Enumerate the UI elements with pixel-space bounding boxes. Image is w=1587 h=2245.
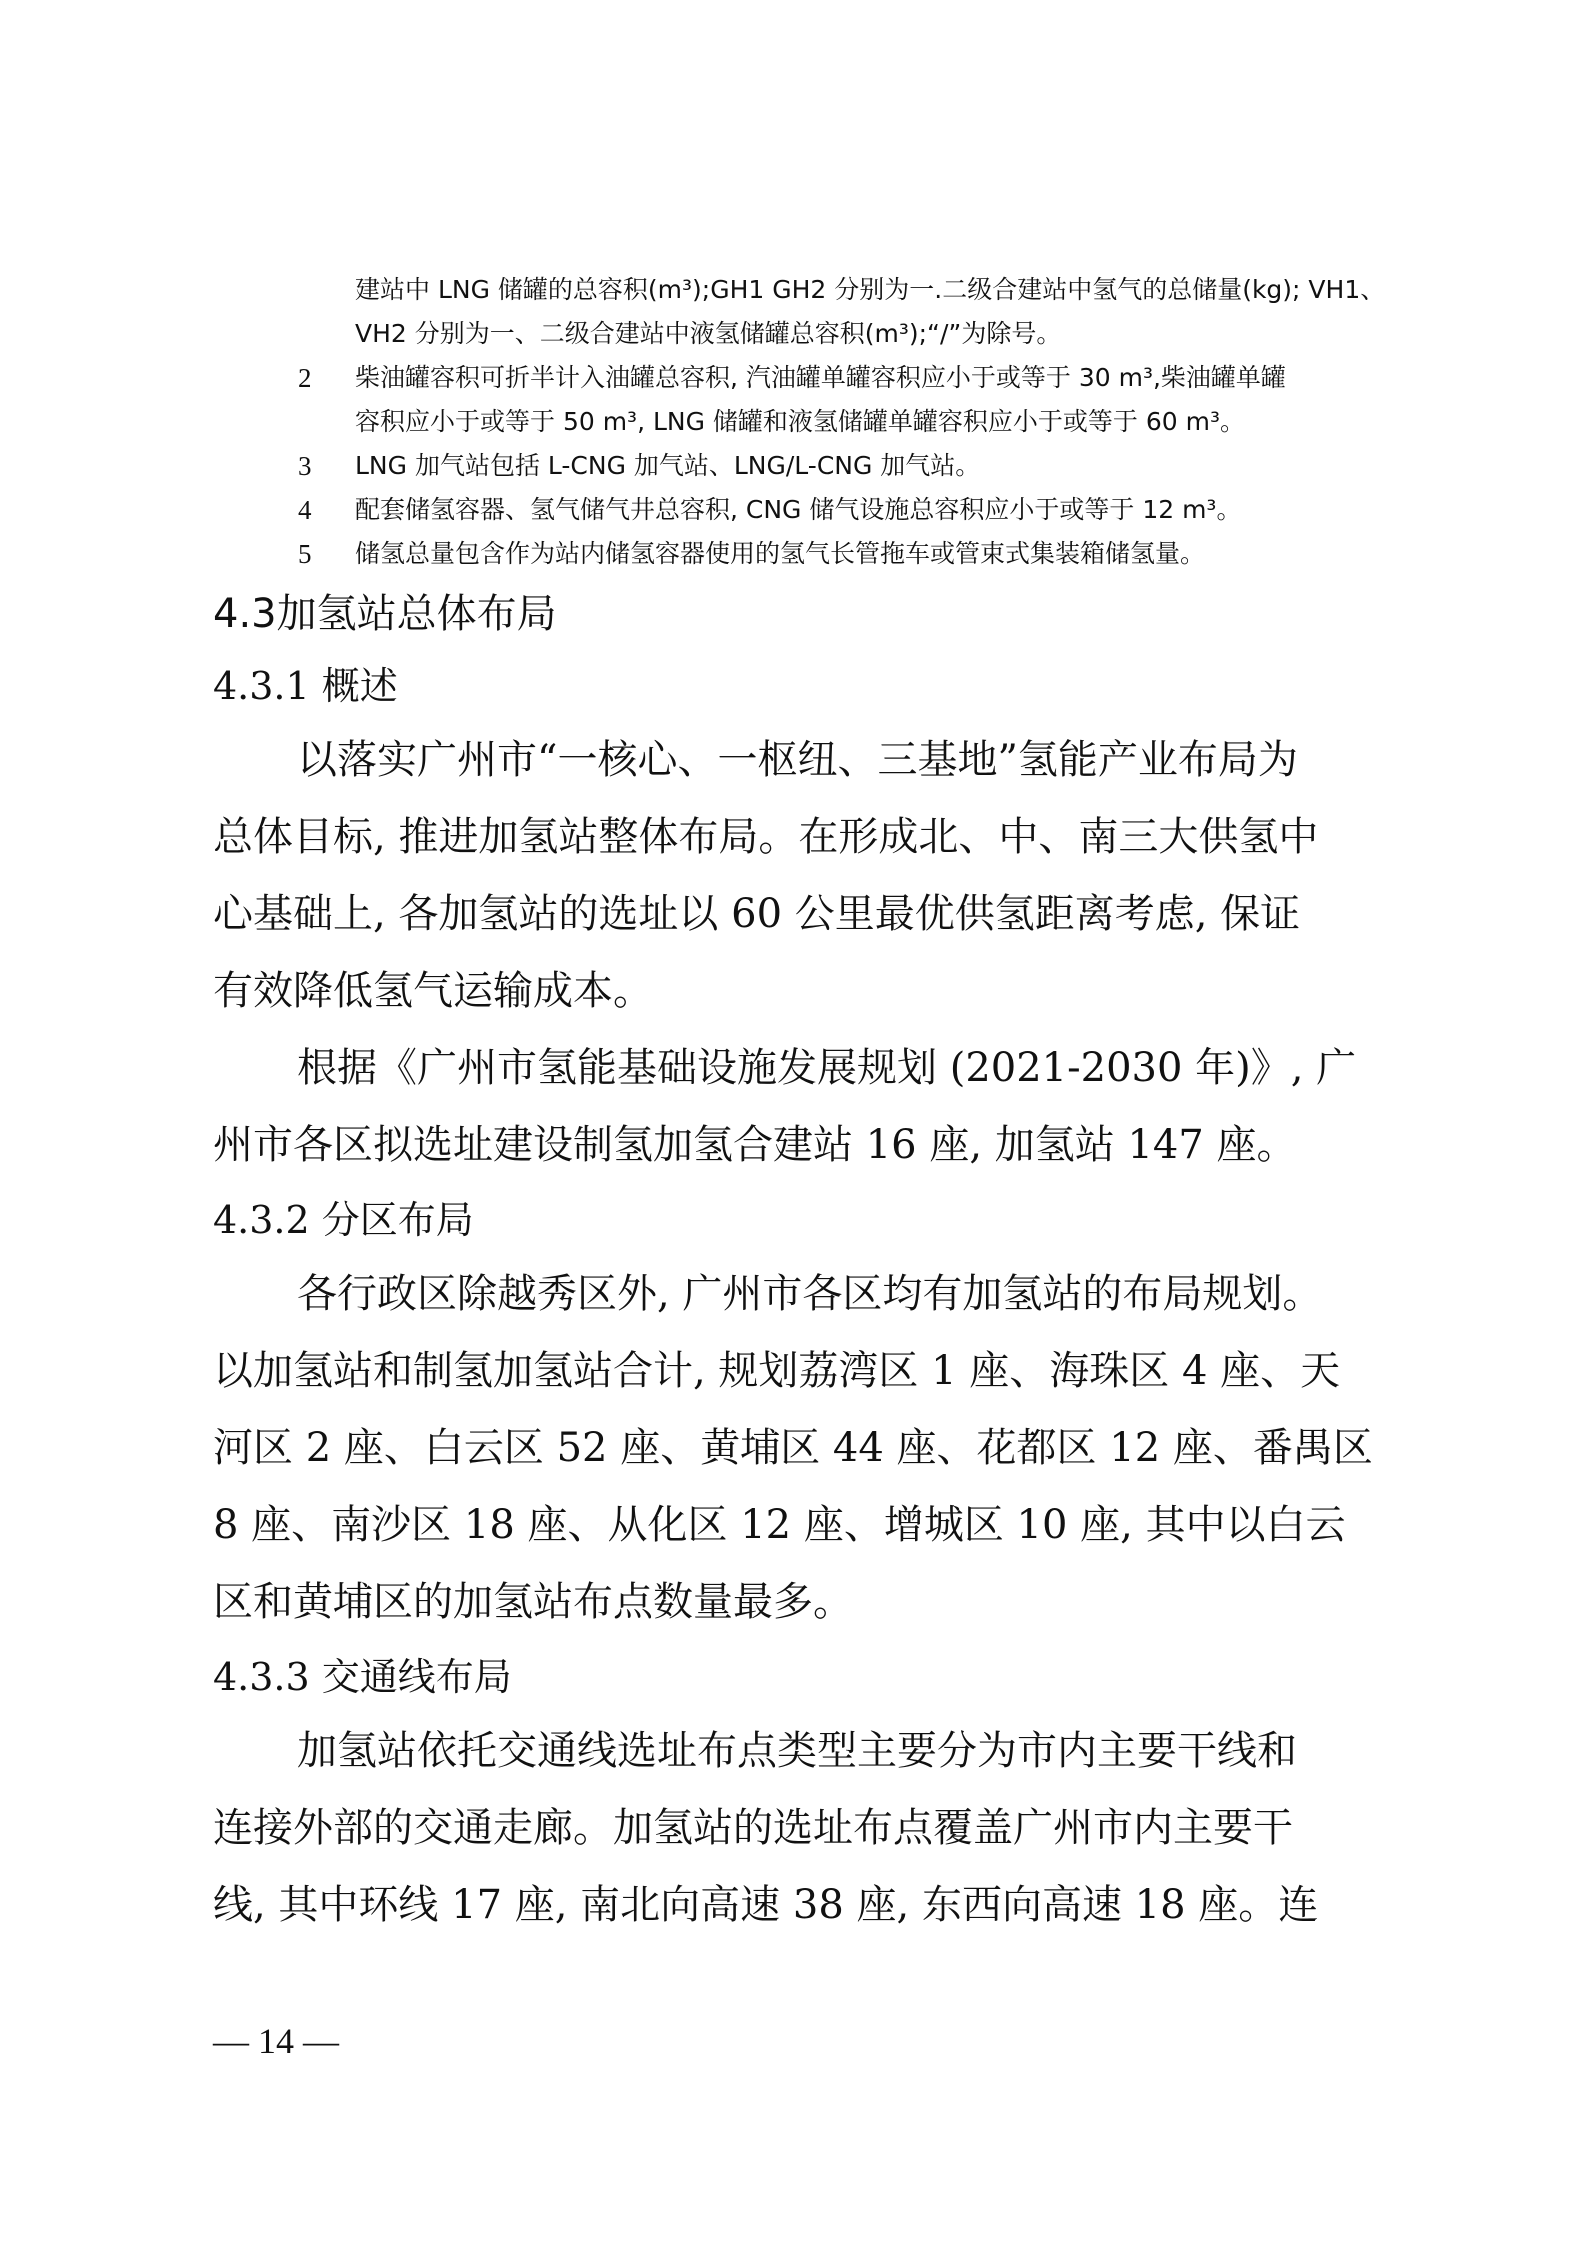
paragraph: [213, 1713, 1393, 1944]
note-number: 5: [298, 539, 312, 569]
paragraph-line: 以落实广州市“一核心、一枢纽、三基地”氢能产业布局为: [297, 737, 1298, 783]
paragraph: [213, 1030, 1393, 1184]
note-line: 配套储氢容器、氢气储气井总容积, CNG 储气设施总容积应小于或等于 12 m³。: [355, 495, 1242, 524]
table-notes: [298, 268, 1398, 576]
paragraph-line: 连接外部的交通走廊。加氢站的选址布点覆盖广州市内主要干: [213, 1805, 1293, 1851]
paragraph-line: 州市各区拟选址建设制氢加氢合建站 16 座, 加氢站 147 座。: [213, 1122, 1297, 1168]
note-line: 容积应小于或等于 50 m³, LNG 储罐和液氢储罐单罐容积应小于或等于 60 m³。: [355, 407, 1246, 436]
page-number: — 14 —: [213, 2021, 339, 2061]
paragraph-line: 线, 其中环线 17 座, 南北向高速 38 座, 东西向高速 18 座。连: [213, 1882, 1319, 1928]
paragraph-line: 河区 2 座、白云区 52 座、黄埔区 44 座、花都区 12 座、番禺区: [213, 1425, 1373, 1471]
subsection-title-traffic: 4.3.3 交通线布局: [213, 1655, 512, 1699]
note-item: [298, 488, 1398, 532]
note-line: 建站中 LNG 储罐的总容积(m³);GH1 GH2 分别为一.二级合建站中氢气的总储量(kg); VH1、: [355, 275, 1386, 304]
paragraph-line: 总体目标, 推进加氢站整体布局。在形成北、中、南三大供氢中: [213, 814, 1319, 860]
note-item: [298, 444, 1398, 488]
paragraph-line: 8 座、南沙区 18 座、从化区 12 座、增城区 10 座, 其中以白云: [213, 1502, 1346, 1548]
note-item: [298, 532, 1398, 576]
note-line: 储氢总量包含作为站内储氢容器使用的氢气长管拖车或管束式集装箱储氢量。: [355, 539, 1206, 568]
section-title: 4.3加氢站总体布局: [213, 591, 557, 637]
note-number: 4: [298, 495, 312, 525]
note-item: [298, 356, 1398, 444]
paragraph-line: 根据《广州市氢能基础设施发展规划 (2021-2030 年)》, 广: [297, 1045, 1357, 1091]
paragraph-line: 有效降低氢气运输成本。: [213, 968, 653, 1014]
subsection-title-overview: 4.3.1 概述: [213, 664, 398, 708]
subsection-title-district: 4.3.2 分区布局: [213, 1198, 474, 1242]
paragraph: [213, 722, 1393, 1030]
section-body: [213, 578, 1393, 1944]
paragraph-line: 加氢站依托交通线选址布点类型主要分为市内主要干线和: [297, 1728, 1297, 1774]
note-line: LNG 加气站包括 L-CNG 加气站、LNG/L-CNG 加气站。: [355, 451, 981, 480]
note-number: 3: [298, 451, 312, 481]
paragraph-line: 心基础上, 各加氢站的选址以 60 公里最优供氢距离考虑, 保证: [213, 891, 1301, 937]
note-number: 2: [298, 363, 312, 393]
paragraph: [213, 1256, 1393, 1641]
note-continuation: [298, 268, 1398, 356]
note-line: 柴油罐容积可折半计入油罐总容积, 汽油罐单罐容积应小于或等于 30 m³,柴油罐单罐: [355, 363, 1286, 392]
paragraph-line: 以加氢站和制氢加氢站合计, 规划荔湾区 1 座、海珠区 4 座、天: [213, 1348, 1341, 1394]
paragraph-line: 区和黄埔区的加氢站布点数量最多。: [213, 1579, 853, 1625]
note-line: VH2 分别为一、二级合建站中液氢储罐总容积(m³);“/”为除号。: [355, 319, 1062, 348]
paragraph-line: 各行政区除越秀区外, 广州市各区均有加氢站的布局规划。: [297, 1271, 1323, 1317]
